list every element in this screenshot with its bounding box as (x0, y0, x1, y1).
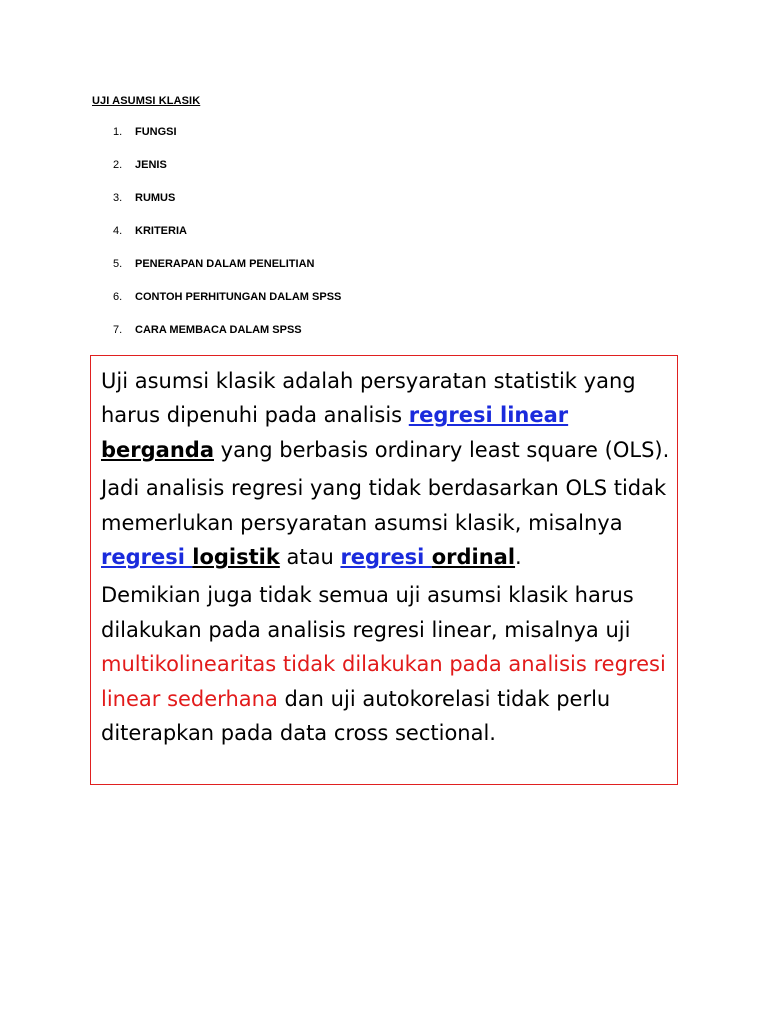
toc-item-number: 7. (113, 324, 123, 336)
toc-item (113, 159, 341, 192)
toc-item-label: JENIS (135, 159, 167, 171)
paragraph-text: dan uji autokorelasi tidak perlu diterapkan pada data cross sectional. (101, 686, 611, 746)
table-of-contents (113, 126, 341, 357)
paragraph-text: Uji asumsi klasik adalah persyaratan statistik yang harus dipenuhi pada analisis (101, 369, 636, 428)
link-regresi[interactable]: regresi (101, 545, 193, 570)
paragraph-exceptions (101, 578, 673, 750)
toc-item-number: 4. (113, 225, 123, 237)
toc-item-label: RUMUS (135, 192, 176, 204)
toc-item-label: CARA MEMBACA DALAM SPSS (135, 324, 302, 336)
toc-item (113, 126, 341, 159)
toc-item (113, 225, 341, 258)
link-regresi-linear[interactable]: regresi linear (408, 403, 569, 428)
paragraph-text: Demikian juga tidak semua uji asumsi klasik harus dilakukan pada analisis regresi linear, misalnya uji (101, 583, 634, 642)
paragraph-definition (101, 364, 673, 467)
toc-item (113, 291, 341, 324)
link-berganda[interactable]: berganda (101, 437, 214, 462)
link-logistik[interactable]: logistik (192, 545, 280, 570)
highlighted-text: multikolinearitas tidak dilakukan pada analisis regresi linear sederhana (101, 652, 666, 711)
toc-item (113, 192, 341, 225)
toc-item-number: 5. (113, 258, 123, 270)
toc-item-label: PENERAPAN DALAM PENELITIAN (135, 258, 315, 270)
paragraph-text: yang berbasis ordinary least square (OLS). (214, 437, 670, 462)
definition-text (101, 364, 673, 754)
paragraph-text: . (515, 545, 522, 570)
toc-item-label: KRITERIA (135, 225, 187, 237)
link-ordinal[interactable]: ordinal (431, 545, 516, 570)
paragraph-text: atau (279, 545, 341, 570)
document-title: UJI ASUMSI KLASIK (92, 95, 201, 107)
definition-box (90, 355, 678, 785)
toc-item-label: CONTOH PERHITUNGAN DALAM SPSS (135, 291, 342, 303)
paragraph-text: Jadi analisis regresi yang tidak berdasarkan OLS tidak memerlukan persyaratan asumsi klasik, misalnya (101, 476, 667, 535)
paragraph-non-ols (101, 471, 673, 574)
toc-item-number: 3. (113, 192, 123, 204)
toc-item (113, 258, 341, 291)
toc-item-number: 2. (113, 159, 123, 171)
toc-item-number: 6. (113, 291, 123, 303)
link-regresi-2[interactable]: regresi (340, 545, 432, 570)
toc-item-number: 1. (113, 126, 123, 138)
toc-item (113, 324, 341, 357)
toc-item-label: FUNGSI (135, 126, 177, 138)
